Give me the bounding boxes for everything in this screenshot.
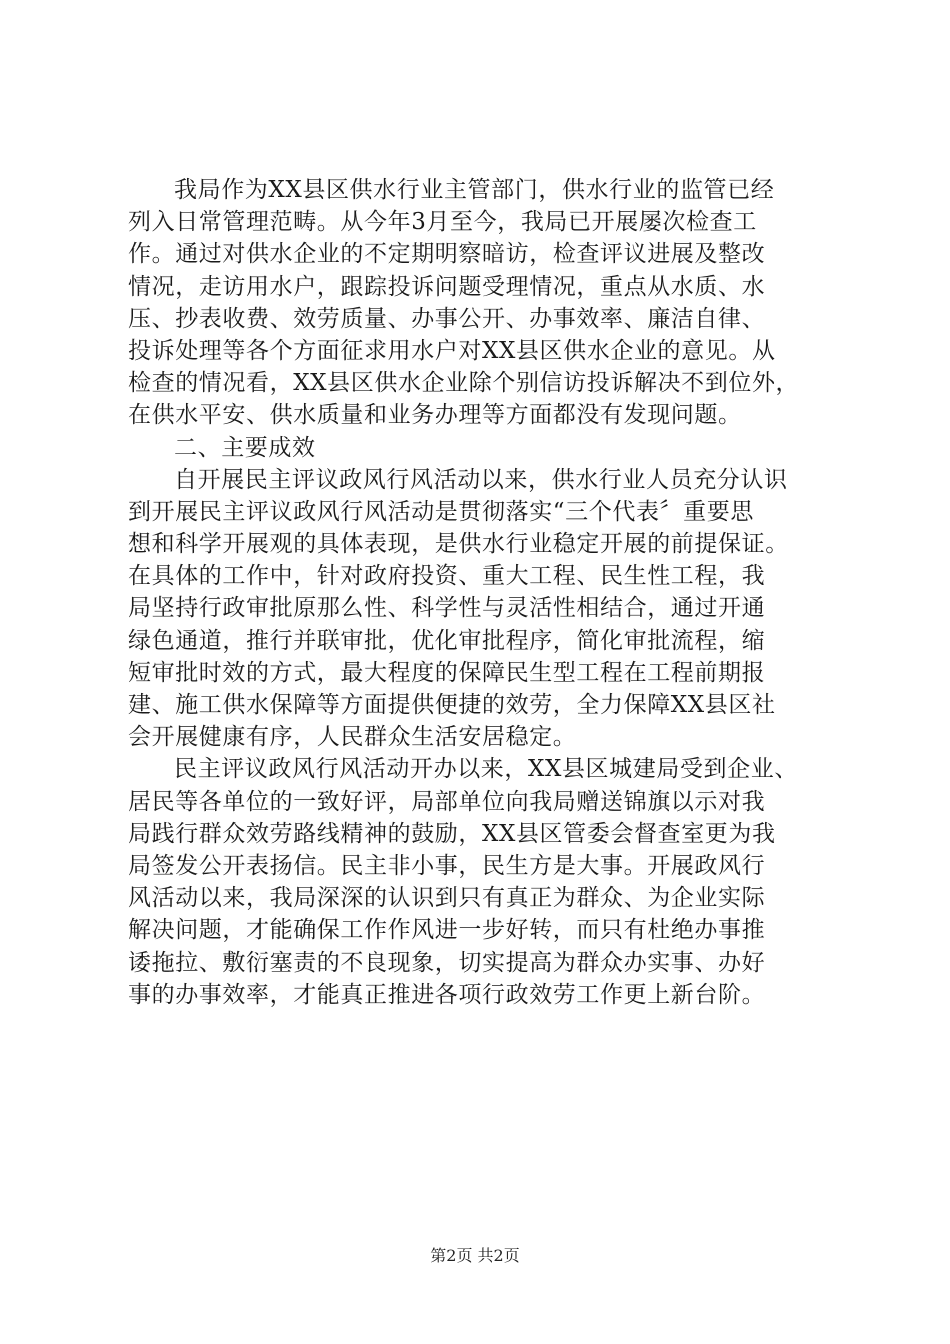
text-line: 二、主要成效: [174, 434, 316, 461]
text-line: 想和科学开展观的具体表现，是供水行业稳定开展的前提保证。: [128, 531, 789, 558]
text-line: 我局作为XX县区供水行业主管部门，供水行业的监管已经: [174, 177, 775, 203]
text-line: 检查的情况看，XX县区供水企业除个别信访投诉解决不到位外，: [128, 370, 800, 397]
text-line: 诿拖拉、敷衍塞责的不良现象，切实提高为群众办实事、办好: [128, 949, 766, 976]
text-line: 事的办事效率，才能真正推进各项行政效劳工作更上新台阶。: [128, 981, 766, 1008]
page-footer: 第2页 共2页: [430, 1246, 520, 1265]
text-line: 局践行群众效劳路线精神的鼓励，XX县区管委会督查室更为我: [128, 820, 776, 847]
text-line: 到开展民主评议政风行风活动是贯彻落实“三个代表〞重要思: [128, 498, 754, 525]
text-line: 投诉处理等各个方面征求用水户对XX县区供水企业的意见。从: [128, 337, 776, 364]
text-line: 会开展健康有序，人民群众生活安居稳定。: [128, 724, 577, 751]
text-line: 短审批时效的方式，最大程度的保障民生型工程在工程前期报: [128, 659, 766, 686]
text-line: 在具体的工作中，针对政府投资、重大工程、民生性工程，我: [128, 563, 766, 590]
text-line: 居民等各单位的一致好评，局部单位向我局赠送锦旗以示对我: [128, 788, 766, 815]
text-line: 在供水平安、供水质量和业务办理等方面都没有发现问题。: [128, 402, 742, 429]
text-line: 自开展民主评议政风行风活动以来，供水行业人员充分认识: [174, 466, 788, 493]
text-line: 民主评议政风行风活动开办以来，XX县区城建局受到企业、: [174, 756, 798, 783]
text-line: 局坚持行政审批原那么性、科学性与灵活性相结合，通过开通: [128, 595, 766, 622]
text-line: 解决问题，才能确保工作作风进一步好转，而只有杜绝办事推: [128, 917, 766, 944]
text-line: 列入日常管理范畴。从今年3月至今，我局已开展屡次检查工: [128, 209, 757, 236]
text-line: 绿色通道，推行并联审批，优化审批程序，简化审批流程，缩: [128, 627, 766, 654]
text-line: 情况，走访用水户，跟踪投诉问题受理情况，重点从水质、水: [128, 273, 766, 300]
text-line: 建、施工供水保障等方面提供便捷的效劳，全力保障XX县区社: [128, 692, 776, 718]
document-body: [128, 174, 834, 1011]
text-line: 压、抄表收费、效劳质量、办事公开、办事效率、廉洁自律、: [128, 305, 766, 332]
text-line: 局签发公开表扬信。民主非小事，民生方是大事。开展政风行: [128, 852, 766, 879]
text-line: 风活动以来，我局深深的认识到只有真正为群众、为企业实际: [128, 885, 766, 912]
text-line: 作。通过对供水企业的不定期明察暗访，检查评议进展及整改: [128, 241, 766, 268]
